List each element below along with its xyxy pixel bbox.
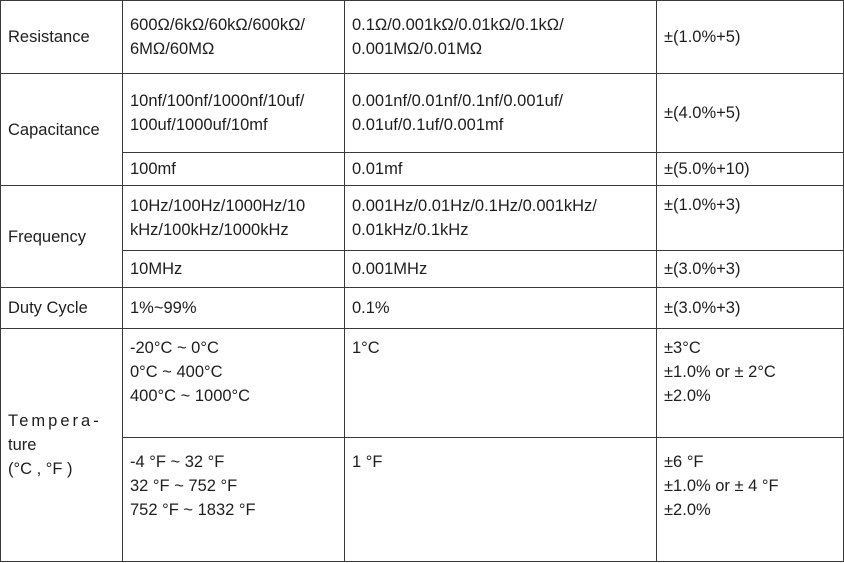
table-row [1,288,844,329]
accuracy-cell: ±3°C ±1.0% or ± 2°C ±2.0% [657,329,844,438]
table-row [1,186,844,251]
range-cell: 10Hz/100Hz/1000Hz/10 kHz/100kHz/1000kHz [123,186,345,251]
row-label-frequency: Frequency [1,186,123,288]
range-cell: 600Ω/6kΩ/60kΩ/600kΩ/ 6MΩ/60MΩ [123,1,345,74]
resolution-cell: 0.01mf [345,153,657,186]
table-row [1,251,844,288]
accuracy-cell: ±(3.0%+3) [657,288,844,329]
resolution-cell: 1°C [345,329,657,438]
table-row [1,438,844,562]
resolution-cell: 1 °F [345,438,657,562]
accuracy-cell: ±(5.0%+10) [657,153,844,186]
range-cell: 10MHz [123,251,345,288]
range-cell: -20°C ~ 0°C 0°C ~ 400°C 400°C ~ 1000°C [123,329,345,438]
table-row [1,1,844,74]
table-row [1,329,844,438]
temperature-unit-label: (°C , °F ) [8,460,73,478]
range-cell: -4 °F ~ 32 °F 32 °F ~ 752 °F 752 °F ~ 1832 °F [123,438,345,562]
resolution-cell: 0.001nf/0.01nf/0.1nf/0.001uf/ 0.01uf/0.1uf/0.001mf [345,74,657,153]
resolution-cell: 0.001Hz/0.01Hz/0.1Hz/0.001kHz/ 0.01kHz/0.1kHz [345,186,657,251]
accuracy-cell: ±6 °F ±1.0% or ± 4 °F ±2.0% [657,438,844,562]
accuracy-cell: ±(1.0%+3) [657,186,844,251]
accuracy-cell: ±(1.0%+5) [657,1,844,74]
row-label-capacitance: Capacitance [1,74,123,186]
temperature-label-line2: ture [8,436,37,454]
resolution-cell: 0.1% [345,288,657,329]
range-cell: 100mf [123,153,345,186]
row-label-temperature [1,329,123,562]
accuracy-cell: ±(4.0%+5) [657,74,844,153]
row-label-resistance: Resistance [1,1,123,74]
resolution-cell: 0.001MHz [345,251,657,288]
row-label-duty-cycle: Duty Cycle [1,288,123,329]
range-cell: 1%~99% [123,288,345,329]
temperature-label-line1: Tempera- [8,412,102,430]
resolution-cell: 0.1Ω/0.001kΩ/0.01kΩ/0.1kΩ/ 0.001MΩ/0.01MΩ [345,1,657,74]
range-cell: 10nf/100nf/1000nf/10uf/ 100uf/1000uf/10mf [123,74,345,153]
table-row [1,74,844,153]
accuracy-cell: ±(3.0%+3) [657,251,844,288]
table-row [1,153,844,186]
